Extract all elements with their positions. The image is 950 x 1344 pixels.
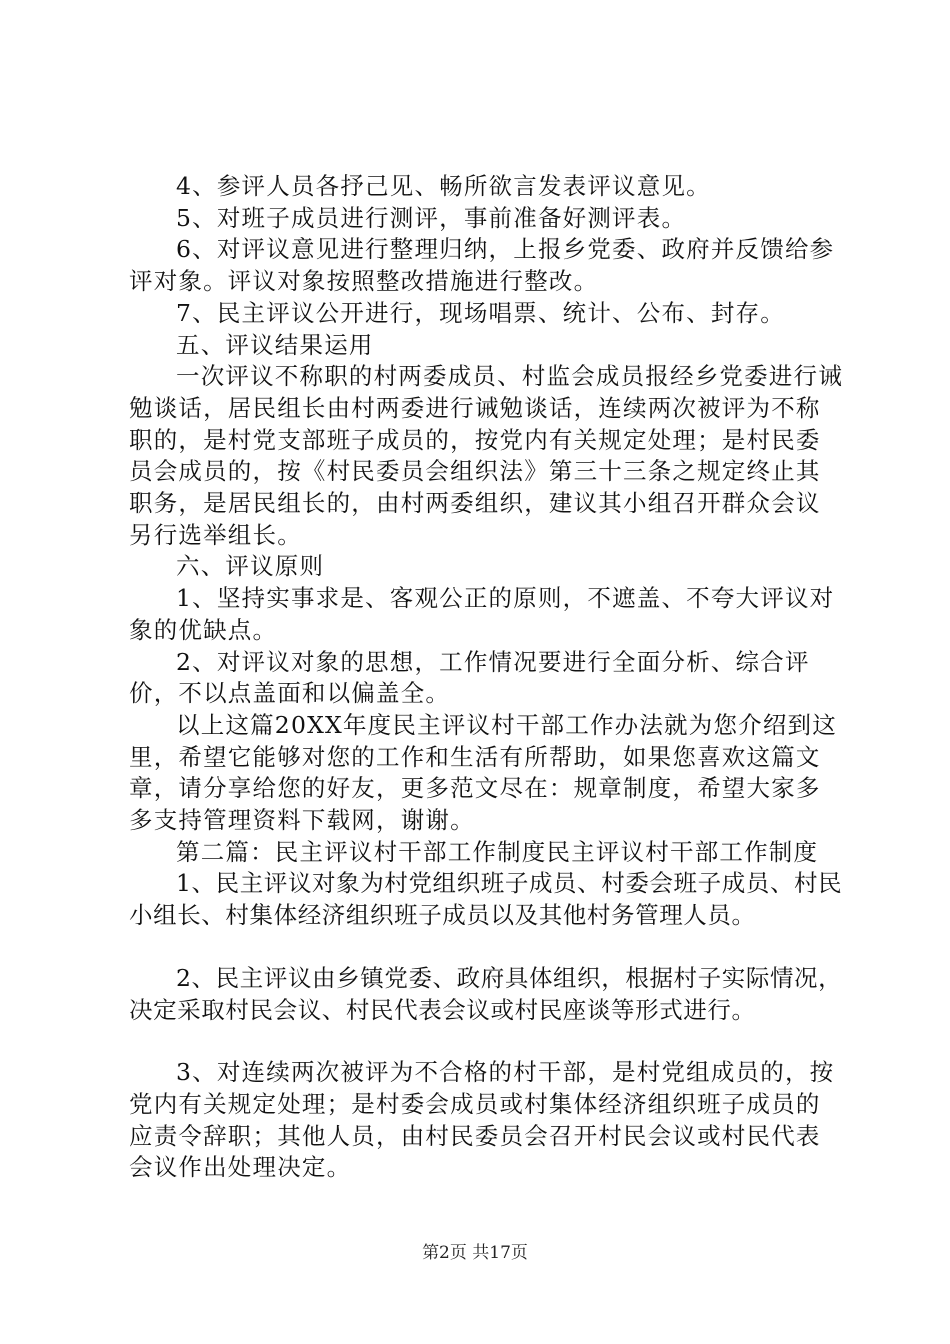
paragraph-gap	[129, 932, 843, 963]
paragraph-result-use: 一次评议不称职的村两委成员、村监会成员报经乡党委进行诫勉谈话，居民组长由村两委进行诫勉谈话，连续两次被评为不称职的，是村党支部班子成员的，按党内有关规定处理；是村民委员会成员的，按《村民委员会组织法》第三十三条之规定终止其职务，是居民组长的，由村两委组织，建议其小组召开群众会议另行选举组长。	[129, 362, 843, 549]
paragraph-rule-2: 2、民主评议由乡镇党委、政府具体组织，根据村子实际情况，决定采取村民会议、村民代表会议或村民座谈等形式进行。	[129, 963, 843, 1024]
document-body	[129, 171, 843, 1184]
page-number-footer: 第2页 共17页	[422, 1243, 528, 1263]
paragraph-rule-3: 3、对连续两次被评为不合格的村干部，是村党组成员的，按党内有关规定处理；是村委会成员或村集体经济组织班子成员的应责令辞职；其他人员，由村民委员会召开村民会议或村民代表会议作出处理决定。	[129, 1058, 835, 1182]
section-heading-result-use: 五、评议结果运用	[176, 330, 374, 359]
paragraph-gap	[129, 1026, 843, 1057]
paragraph-item-6: 6、对评议意见进行整理归纳，上报乡党委、政府并反馈给参评对象。评议对象按照整改措施进行整改。	[129, 235, 835, 296]
paragraph-item-7: 7、民主评议公开进行，现场唱票、统计、公布、封存。	[176, 298, 785, 327]
paragraph-principle-1: 1、坚持实事求是、客观公正的原则，不遮盖、不夸大评议对象的优缺点。	[129, 584, 835, 644]
paragraph-item-4: 4、参评人员各抒己见、畅所欲言发表评议意见。	[176, 172, 711, 200]
paragraph-closing-note: 以上这篇20XX年度民主评议村干部工作办法就为您介绍到这里，希望它能够对您的工作和生活有所帮助，如果您喜欢这篇文章，请分享给您的好友，更多范文尽在：规章制度，希望大家多多支持管理资料下载网，谢谢。	[129, 710, 837, 835]
paragraph-rule-1: 1、民主评议对象为村党组织班子成员、村委会班子成员、村民小组长、村集体经济组织班子成员以及其他村务管理人员。	[129, 869, 843, 930]
chapter-heading-second: 第二篇：民主评议村干部工作制度民主评议村干部工作制度	[176, 837, 819, 866]
paragraph-item-5: 5、对班子成员进行测评，事前准备好测评表。	[176, 203, 687, 232]
section-heading-principles: 六、评议原则	[176, 552, 325, 581]
paragraph-principle-2: 2、对评议对象的思想，工作情况要进行全面分析、综合评价，不以点盖面和以偏盖全。	[129, 647, 810, 708]
